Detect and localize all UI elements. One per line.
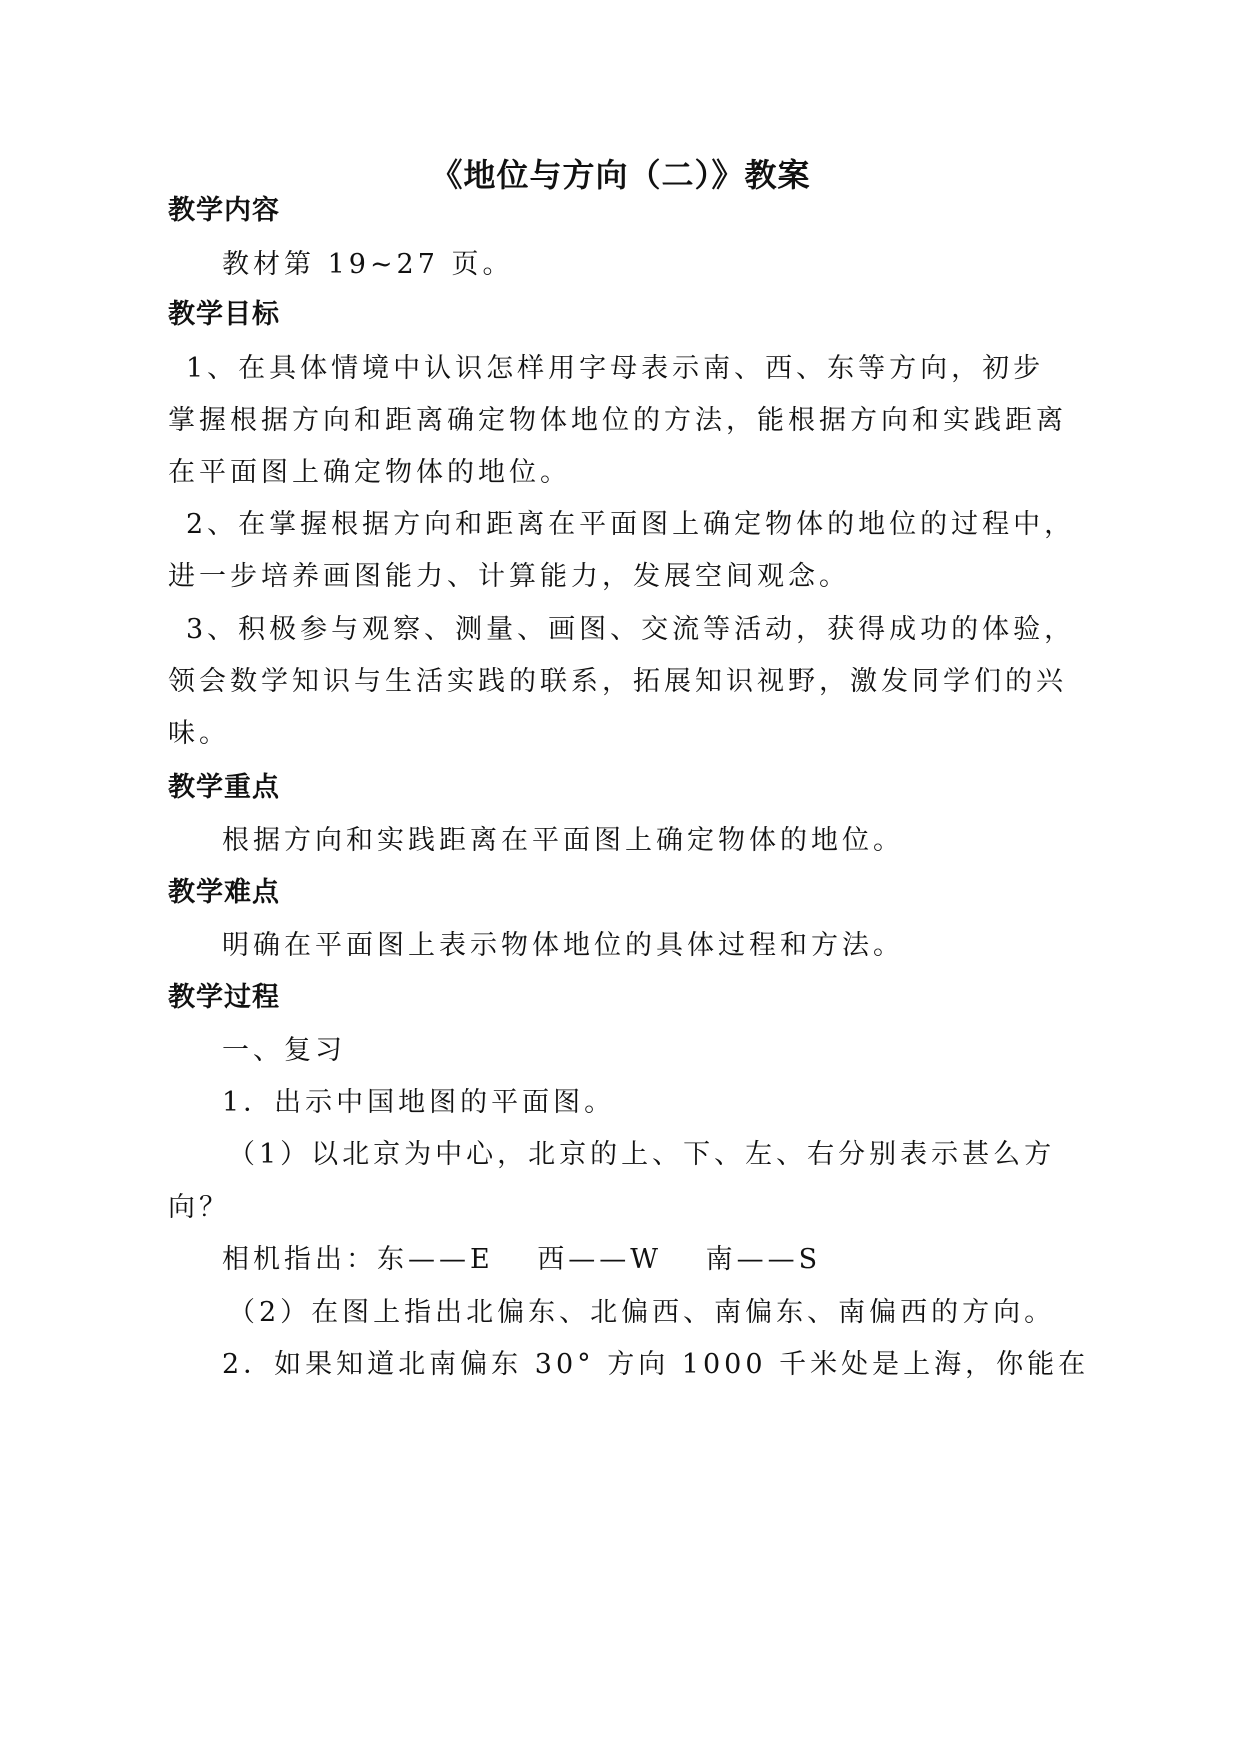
goals-line: 味。 [168, 718, 230, 749]
section-heading-goals: 教学目标 [168, 299, 280, 330]
section-heading-content: 教学内容 [168, 195, 280, 226]
content-text: 教材第 19~27 页。 [222, 249, 514, 280]
goals-line: 掌握根据方向和距离确定物体地位的方法，能根据方向和实践距离 [168, 405, 1067, 436]
difficulties-text: 明确在平面图上表示物体地位的具体过程和方法。 [222, 930, 904, 961]
process-line: （2）在图上指出北偏东、北偏西、南偏东、南偏西的方向。 [228, 1297, 1056, 1328]
key-points-text: 根据方向和实践距离在平面图上确定物体的地位。 [222, 825, 904, 856]
goals-line: 3、积极参与观察、测量、画图、交流等活动，获得成功的体验， [186, 614, 1076, 645]
section-heading-key-points: 教学重点 [168, 772, 280, 803]
goals-line: 在平面图上确定物体的地位。 [168, 457, 571, 488]
goals-line: 1、在具体情境中认识怎样用字母表示南、西、东等方向，初步 [186, 353, 1045, 384]
process-line: 相机指出：东——E 西——W 南——S [222, 1244, 822, 1275]
process-line: 一、复习 [222, 1035, 346, 1066]
goals-line: 领会数学知识与生活实践的联系，拓展知识视野，激发同学们的兴 [168, 666, 1067, 697]
process-line: 2．如果知道北南偏东 30° 方向 1000 千米处是上海，你能在 [222, 1349, 1090, 1380]
process-line: 向？ [168, 1192, 230, 1223]
goals-line: 进一步培养画图能力、计算能力，发展空间观念。 [168, 561, 850, 592]
goals-line: 2、在掌握根据方向和距离在平面图上确定物体的地位的过程中， [186, 509, 1076, 540]
section-heading-process: 教学过程 [168, 982, 280, 1013]
process-line: （1）以北京为中心，北京的上、下、左、右分别表示甚么方 [228, 1139, 1056, 1170]
document-title: 《地位与方向（二）》教案 [430, 156, 811, 194]
process-line: 1．出示中国地图的平面图。 [222, 1087, 616, 1118]
section-heading-difficulties: 教学难点 [168, 877, 280, 908]
